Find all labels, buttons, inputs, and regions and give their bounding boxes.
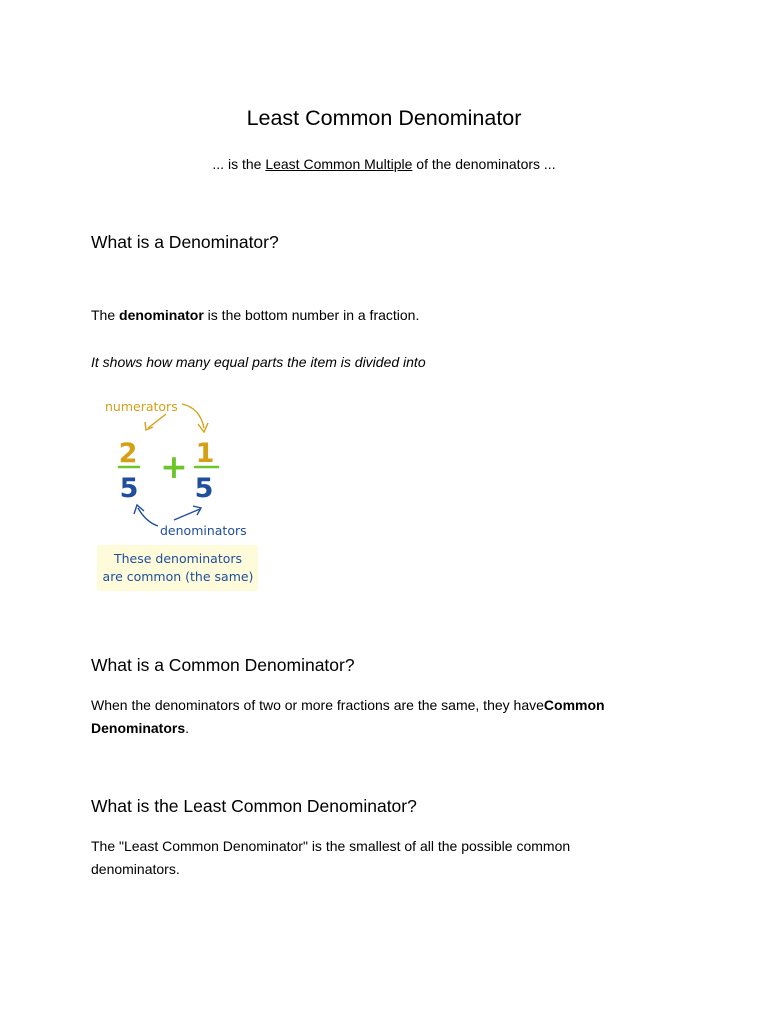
least-common-denominator-definition: The "Least Common Denominator" is the smallest of all the possible common denominators. bbox=[91, 838, 571, 877]
plus-sign: + bbox=[160, 447, 188, 486]
heading-what-is-denominator: What is a Denominator? bbox=[91, 232, 279, 252]
denominator-definition bbox=[91, 304, 651, 327]
fractions-diagram bbox=[96, 392, 264, 596]
denominator-arrow-right bbox=[174, 509, 200, 520]
denominator-arrow-left bbox=[138, 508, 158, 526]
definition-suffix: is the bottom number in a fraction. bbox=[203, 307, 420, 323]
common-denominator-definition bbox=[91, 694, 636, 740]
definition-prefix: The bbox=[91, 307, 120, 323]
numerator-a: 2 bbox=[118, 438, 138, 469]
numerator-arrow-right bbox=[182, 404, 204, 428]
common-definition-text: When the denominators of two or more fractions are the same, they have bbox=[91, 697, 544, 713]
subtitle-suffix: of the denominators ... bbox=[412, 156, 556, 172]
heading-what-is-least-common-denominator: What is the Least Common Denominator? bbox=[91, 796, 417, 816]
denominator-a: 5 bbox=[119, 473, 139, 504]
page-subtitle bbox=[0, 154, 768, 174]
heading-what-is-common-denominator: What is a Common Denominator? bbox=[91, 655, 355, 675]
note-line-2: are common (the same) bbox=[102, 569, 254, 584]
common-definition-end: . bbox=[185, 720, 190, 736]
numerator-arrow-left bbox=[148, 414, 166, 428]
numerator-b: 1 bbox=[195, 438, 215, 469]
note-line-1: These denominators bbox=[113, 551, 243, 566]
subtitle-prefix: ... is the bbox=[212, 156, 266, 172]
definition-term: denominator bbox=[119, 307, 204, 323]
least-common-multiple-link[interactable]: Least Common Multiple bbox=[265, 156, 413, 172]
denominator-b: 5 bbox=[194, 473, 214, 504]
common-definition-term: Common Denominators bbox=[91, 697, 605, 736]
page-title: Least Common Denominator bbox=[246, 106, 522, 130]
denominator-explanation: It shows how many equal parts the item is divided into bbox=[91, 354, 426, 370]
numerators-label: numerators bbox=[105, 399, 178, 414]
denominators-label: denominators bbox=[160, 523, 247, 538]
